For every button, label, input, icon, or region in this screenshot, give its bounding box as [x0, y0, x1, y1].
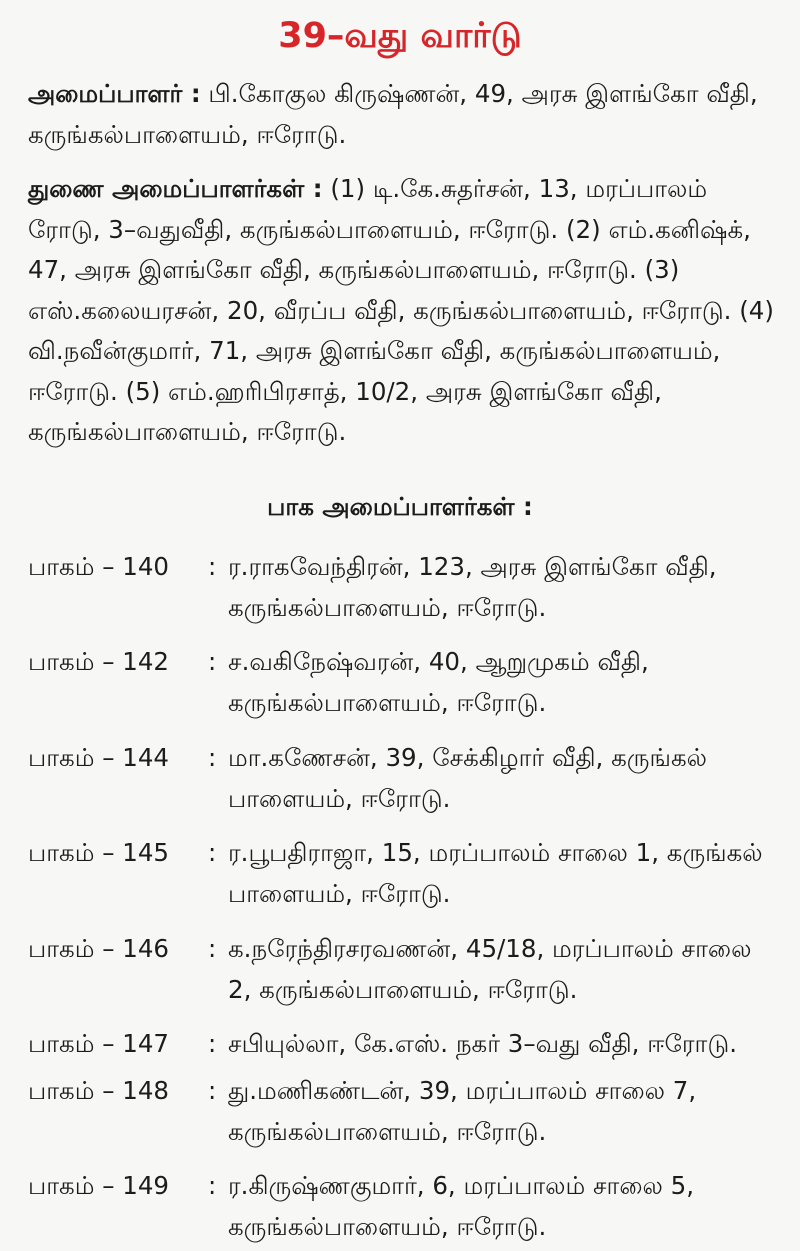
- separator-colon: :: [208, 743, 217, 772]
- part-organizer-details: க.நரேந்திரசரவணன், 45/18, மரப்பாலம் சாலை 2, கருங்கல்பாளையம், ஈரோடு.: [228, 934, 752, 1004]
- deputy-organizers-paragraph: [28, 169, 776, 453]
- part-number: பாகம் – 149: [28, 1171, 170, 1200]
- separator-colon: :: [208, 934, 217, 963]
- organizer-details: பி.கோகுல கிருஷ்ணன், 49, அரசு இளங்கோ வீதி, கருங்கல்பாளையம், ஈரோடு.: [28, 79, 758, 149]
- part-organizer-details: ச.வகிநேஷ்வரன், 40, ஆறுமுகம் வீதி, கருங்கல்பாளையம், ஈரோடு.: [228, 647, 649, 717]
- separator-colon: :: [208, 647, 217, 676]
- part-organizer-details: து.மணிகண்டன், 39, மரப்பாலம் சாலை 7, கருங்கல்பாளையம், ஈரோடு.: [228, 1076, 697, 1146]
- part-organizer-details: மா.கணேசன், 39, சேக்கிழார் வீதி, கருங்கல் பாளையம், ஈரோடு.: [228, 743, 707, 813]
- part-organizers-heading: பாக அமைப்பாளர்கள் :: [267, 492, 533, 521]
- part-number: பாகம் – 144: [28, 743, 170, 772]
- part-number: பாகம் – 145: [28, 838, 170, 867]
- part-number: பாகம் – 140: [28, 552, 170, 581]
- part-organizer-details: ர.ராகவேந்திரன், 123, அரசு இளங்கோ வீதி, கருங்கல்பாளையம், ஈரோடு.: [228, 552, 717, 622]
- deputy-organizers-details: (1) டி.கே.சுதர்சன், 13, மரப்பாலம் ரோடு, 3–வதுவீதி, கருங்கல்பாளையம், ஈரோடு. (2) எம்.கனிஷ்க், 47, அரசு இளங்கோ வீதி, கருங்கல்பாளையம், ஈரோடு. (3) எஸ்.கலையரசன், 20, வீரப்ப வீதி, கருங்கல்பாளையம், ஈரோடு. (4) வி.நவீன்குமார், 71, அரசு இளங்கோ வீதி, கருங்கல்பாளையம், ஈரோடு. (5) எம்.ஹரிபிரசாத், 10/2, அரசு இளங்கோ வீதி, கருங்கல்பாளையம், ஈரோடு.: [28, 174, 774, 446]
- part-number: பாகம் – 147: [28, 1029, 170, 1058]
- part-number: பாகம் – 142: [28, 647, 170, 676]
- part-organizer-details: ர.கிருஷ்ணகுமார், 6, மரப்பாலம் சாலை 5, கருங்கல்பாளையம், ஈரோடு.: [228, 1171, 695, 1241]
- separator-colon: :: [208, 1076, 217, 1105]
- part-number: பாகம் – 148: [28, 1076, 170, 1105]
- separator-colon: :: [208, 1171, 217, 1200]
- ward-title: 39–வது வார்டு: [278, 16, 522, 56]
- cropped-previous-line: [0, 0, 800, 6]
- separator-colon: :: [208, 838, 217, 867]
- part-organizer-details: ர.பூபதிராஜா, 15, மரப்பாலம் சாலை 1, கருங்கல் பாளையம், ஈரோடு.: [228, 838, 763, 908]
- organizer-label: அமைப்பாளர் :: [28, 79, 201, 108]
- separator-colon: :: [208, 1029, 217, 1058]
- part-number: பாகம் – 146: [28, 934, 170, 963]
- organizer-paragraph: [28, 74, 776, 155]
- part-organizer-details: சபியுல்லா, கே.எஸ். நகர் 3–வது வீதி, ஈரோடு.: [228, 1029, 738, 1058]
- separator-colon: :: [208, 552, 217, 581]
- deputy-organizers-label: துணை அமைப்பாளர்கள் :: [28, 174, 323, 203]
